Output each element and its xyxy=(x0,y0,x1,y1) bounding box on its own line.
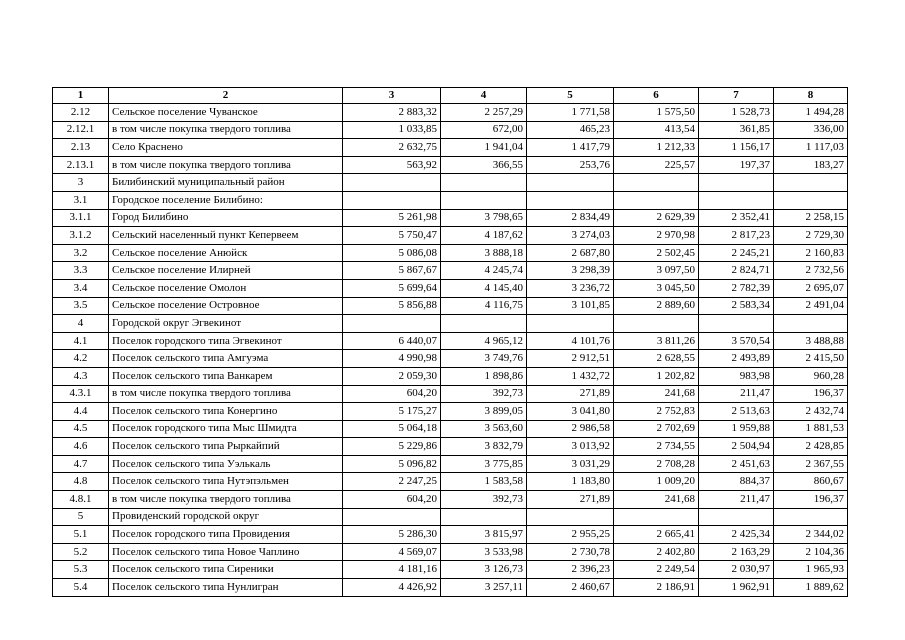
row-name-cell: Провиденский городской округ xyxy=(109,508,343,526)
row-number-cell: 3.1.2 xyxy=(53,227,109,245)
value-cell: 4 101,76 xyxy=(527,332,614,350)
value-cell: 392,73 xyxy=(441,385,527,403)
value-cell: 2 665,41 xyxy=(614,526,699,544)
row-name-cell: Поселок сельского типа Уэлькаль xyxy=(109,455,343,473)
value-cell: 3 533,98 xyxy=(441,543,527,561)
value-cell xyxy=(441,508,527,526)
value-cell: 2 834,49 xyxy=(527,209,614,227)
value-cell: 2 817,23 xyxy=(699,227,774,245)
row-number-cell: 4.2 xyxy=(53,350,109,368)
table-row xyxy=(53,139,848,157)
row-number-cell: 4.3.1 xyxy=(53,385,109,403)
value-cell: 1 494,28 xyxy=(774,104,848,122)
row-name-cell: Поселок городского типа Провидения xyxy=(109,526,343,544)
row-name-cell: Поселок сельского типа Рыркайпий xyxy=(109,438,343,456)
row-name-cell: Билибинский муниципальный район xyxy=(109,174,343,192)
row-name-cell: в том числе покупка твердого топлива xyxy=(109,121,343,139)
table-row xyxy=(53,385,848,403)
value-cell: 2 702,69 xyxy=(614,420,699,438)
table-row xyxy=(53,491,848,509)
row-number-cell: 4.5 xyxy=(53,420,109,438)
value-cell: 3 126,73 xyxy=(441,561,527,579)
tariff-table xyxy=(52,87,848,597)
value-cell: 2 632,75 xyxy=(343,139,441,157)
value-cell: 6 440,07 xyxy=(343,332,441,350)
value-cell: 2 451,63 xyxy=(699,455,774,473)
value-cell: 3 899,05 xyxy=(441,403,527,421)
row-name-cell: Поселок городского типа Эгвекинот xyxy=(109,332,343,350)
value-cell: 1 156,17 xyxy=(699,139,774,157)
value-cell: 1 033,85 xyxy=(343,121,441,139)
value-cell: 3 815,97 xyxy=(441,526,527,544)
table-row xyxy=(53,174,848,192)
value-cell: 392,73 xyxy=(441,491,527,509)
row-number-cell: 4.7 xyxy=(53,455,109,473)
table-row xyxy=(53,526,848,544)
table-row xyxy=(53,244,848,262)
value-cell: 1 583,58 xyxy=(441,473,527,491)
table-row xyxy=(53,262,848,280)
row-number-cell: 4 xyxy=(53,315,109,333)
column-header: 7 xyxy=(699,88,774,104)
table-row xyxy=(53,156,848,174)
value-cell: 196,37 xyxy=(774,491,848,509)
value-cell: 5 175,27 xyxy=(343,403,441,421)
value-cell: 241,68 xyxy=(614,385,699,403)
value-cell: 2 628,55 xyxy=(614,350,699,368)
row-number-cell: 4.4 xyxy=(53,403,109,421)
value-cell: 2 163,29 xyxy=(699,543,774,561)
value-cell xyxy=(343,508,441,526)
row-name-cell: Город Билибино xyxy=(109,209,343,227)
table-row xyxy=(53,561,848,579)
value-cell: 2 030,97 xyxy=(699,561,774,579)
value-cell: 2 912,51 xyxy=(527,350,614,368)
value-cell: 465,23 xyxy=(527,121,614,139)
value-cell: 225,57 xyxy=(614,156,699,174)
value-cell: 2 493,89 xyxy=(699,350,774,368)
value-cell: 2 491,04 xyxy=(774,297,848,315)
value-cell: 2 504,94 xyxy=(699,438,774,456)
row-number-cell: 3.3 xyxy=(53,262,109,280)
value-cell: 3 045,50 xyxy=(614,279,699,297)
row-number-cell: 3.2 xyxy=(53,244,109,262)
value-cell: 211,47 xyxy=(699,491,774,509)
value-cell: 2 729,30 xyxy=(774,227,848,245)
row-name-cell: Городской округ Эгвекинот xyxy=(109,315,343,333)
value-cell: 4 965,12 xyxy=(441,332,527,350)
value-cell: 3 775,85 xyxy=(441,455,527,473)
value-cell: 183,27 xyxy=(774,156,848,174)
row-number-cell: 3.4 xyxy=(53,279,109,297)
value-cell xyxy=(774,174,848,192)
value-cell: 3 798,65 xyxy=(441,209,527,227)
value-cell: 211,47 xyxy=(699,385,774,403)
value-cell: 2 186,91 xyxy=(614,579,699,597)
table-row xyxy=(53,191,848,209)
value-cell xyxy=(614,191,699,209)
value-cell: 3 832,79 xyxy=(441,438,527,456)
row-name-cell: Поселок сельского типа Конергино xyxy=(109,403,343,421)
table-row xyxy=(53,420,848,438)
value-cell: 2 257,29 xyxy=(441,104,527,122)
value-cell: 2 687,80 xyxy=(527,244,614,262)
value-cell xyxy=(527,315,614,333)
value-cell: 2 889,60 xyxy=(614,297,699,315)
table-row xyxy=(53,209,848,227)
value-cell xyxy=(774,508,848,526)
value-cell: 1 881,53 xyxy=(774,420,848,438)
table-row xyxy=(53,279,848,297)
value-cell: 2 432,74 xyxy=(774,403,848,421)
value-cell: 672,00 xyxy=(441,121,527,139)
value-cell: 2 367,55 xyxy=(774,455,848,473)
table-row xyxy=(53,104,848,122)
value-cell: 2 955,25 xyxy=(527,526,614,544)
row-name-cell: Поселок сельского типа Ванкарем xyxy=(109,367,343,385)
value-cell: 563,92 xyxy=(343,156,441,174)
value-cell xyxy=(527,508,614,526)
value-cell: 2 059,30 xyxy=(343,367,441,385)
table-body xyxy=(53,104,848,597)
value-cell: 1 117,03 xyxy=(774,139,848,157)
value-cell: 3 031,29 xyxy=(527,455,614,473)
row-number-cell: 3.1 xyxy=(53,191,109,209)
row-name-cell: в том числе покупка твердого топлива xyxy=(109,491,343,509)
column-header: 8 xyxy=(774,88,848,104)
row-number-cell: 3.5 xyxy=(53,297,109,315)
value-cell: 2 396,23 xyxy=(527,561,614,579)
value-cell: 1 212,33 xyxy=(614,139,699,157)
row-name-cell: Поселок сельского типа Амгуэма xyxy=(109,350,343,368)
value-cell: 2 247,25 xyxy=(343,473,441,491)
row-number-cell: 4.6 xyxy=(53,438,109,456)
table-row xyxy=(53,543,848,561)
value-cell: 3 274,03 xyxy=(527,227,614,245)
column-header: 6 xyxy=(614,88,699,104)
value-cell: 2 583,34 xyxy=(699,297,774,315)
table-row xyxy=(53,403,848,421)
value-cell: 4 181,16 xyxy=(343,561,441,579)
row-name-cell: Село Краснено xyxy=(109,139,343,157)
row-name-cell: Поселок сельского типа Нунлигран xyxy=(109,579,343,597)
value-cell: 2 629,39 xyxy=(614,209,699,227)
value-cell xyxy=(441,315,527,333)
value-cell xyxy=(774,315,848,333)
value-cell xyxy=(699,508,774,526)
value-cell: 2 258,15 xyxy=(774,209,848,227)
value-cell: 2 752,83 xyxy=(614,403,699,421)
row-name-cell: Городское поселение Билибино: xyxy=(109,191,343,209)
row-number-cell: 4.1 xyxy=(53,332,109,350)
value-cell: 983,98 xyxy=(699,367,774,385)
table-row xyxy=(53,350,848,368)
value-cell xyxy=(614,174,699,192)
table-header-row xyxy=(53,88,848,104)
value-cell: 4 145,40 xyxy=(441,279,527,297)
table-row xyxy=(53,121,848,139)
row-name-cell: Поселок сельского типа Сиреники xyxy=(109,561,343,579)
value-cell: 2 708,28 xyxy=(614,455,699,473)
value-cell: 253,76 xyxy=(527,156,614,174)
value-cell: 5 086,08 xyxy=(343,244,441,262)
row-number-cell: 2.13 xyxy=(53,139,109,157)
value-cell: 2 986,58 xyxy=(527,420,614,438)
table-row xyxy=(53,332,848,350)
value-cell: 241,68 xyxy=(614,491,699,509)
column-header: 3 xyxy=(343,88,441,104)
value-cell: 3 101,85 xyxy=(527,297,614,315)
value-cell: 366,55 xyxy=(441,156,527,174)
value-cell: 3 041,80 xyxy=(527,403,614,421)
value-cell: 2 428,85 xyxy=(774,438,848,456)
value-cell: 604,20 xyxy=(343,491,441,509)
row-name-cell: Поселок сельского типа Новое Чаплино xyxy=(109,543,343,561)
value-cell: 860,67 xyxy=(774,473,848,491)
value-cell: 2 502,45 xyxy=(614,244,699,262)
value-cell: 5 699,64 xyxy=(343,279,441,297)
table-row xyxy=(53,455,848,473)
value-cell xyxy=(343,315,441,333)
value-cell: 2 460,67 xyxy=(527,579,614,597)
value-cell xyxy=(527,191,614,209)
value-cell: 5 261,98 xyxy=(343,209,441,227)
value-cell: 4 116,75 xyxy=(441,297,527,315)
row-number-cell: 5.2 xyxy=(53,543,109,561)
value-cell: 2 402,80 xyxy=(614,543,699,561)
value-cell xyxy=(343,191,441,209)
value-cell: 271,89 xyxy=(527,491,614,509)
row-number-cell: 5.3 xyxy=(53,561,109,579)
row-number-cell: 2.12.1 xyxy=(53,121,109,139)
row-number-cell: 3 xyxy=(53,174,109,192)
value-cell: 2 160,83 xyxy=(774,244,848,262)
value-cell: 1 202,82 xyxy=(614,367,699,385)
table-row xyxy=(53,473,848,491)
value-cell: 4 426,92 xyxy=(343,579,441,597)
value-cell: 3 097,50 xyxy=(614,262,699,280)
value-cell xyxy=(614,315,699,333)
row-number-cell: 2.13.1 xyxy=(53,156,109,174)
table-row xyxy=(53,297,848,315)
value-cell: 2 245,21 xyxy=(699,244,774,262)
value-cell: 3 298,39 xyxy=(527,262,614,280)
value-cell xyxy=(441,191,527,209)
table-row xyxy=(53,315,848,333)
value-cell: 2 249,54 xyxy=(614,561,699,579)
value-cell: 5 856,88 xyxy=(343,297,441,315)
row-name-cell: Сельское поселение Анюйск xyxy=(109,244,343,262)
column-header: 5 xyxy=(527,88,614,104)
value-cell: 3 257,11 xyxy=(441,579,527,597)
row-name-cell: Поселок сельского типа Нутэпэльмен xyxy=(109,473,343,491)
value-cell: 3 811,26 xyxy=(614,332,699,350)
value-cell: 960,28 xyxy=(774,367,848,385)
value-cell xyxy=(774,191,848,209)
value-cell: 2 352,41 xyxy=(699,209,774,227)
value-cell: 3 013,92 xyxy=(527,438,614,456)
value-cell: 2 732,56 xyxy=(774,262,848,280)
column-header: 2 xyxy=(109,88,343,104)
value-cell: 413,54 xyxy=(614,121,699,139)
value-cell: 2 344,02 xyxy=(774,526,848,544)
value-cell: 1 962,91 xyxy=(699,579,774,597)
value-cell: 1 965,93 xyxy=(774,561,848,579)
value-cell: 1 889,62 xyxy=(774,579,848,597)
value-cell: 3 488,88 xyxy=(774,332,848,350)
value-cell: 884,37 xyxy=(699,473,774,491)
value-cell: 1 528,73 xyxy=(699,104,774,122)
value-cell: 2 425,34 xyxy=(699,526,774,544)
row-number-cell: 4.8.1 xyxy=(53,491,109,509)
value-cell: 336,00 xyxy=(774,121,848,139)
table-row xyxy=(53,438,848,456)
value-cell: 1 959,88 xyxy=(699,420,774,438)
value-cell xyxy=(527,174,614,192)
value-cell: 2 730,78 xyxy=(527,543,614,561)
value-cell: 1 941,04 xyxy=(441,139,527,157)
value-cell: 3 563,60 xyxy=(441,420,527,438)
row-name-cell: в том числе покупка твердого топлива xyxy=(109,156,343,174)
value-cell: 1 771,58 xyxy=(527,104,614,122)
value-cell: 2 970,98 xyxy=(614,227,699,245)
row-number-cell: 5.1 xyxy=(53,526,109,544)
value-cell: 2 513,63 xyxy=(699,403,774,421)
row-number-cell: 3.1.1 xyxy=(53,209,109,227)
value-cell: 4 990,98 xyxy=(343,350,441,368)
value-cell xyxy=(614,508,699,526)
value-cell: 3 888,18 xyxy=(441,244,527,262)
row-name-cell: Сельский населенный пункт Кепервеем xyxy=(109,227,343,245)
value-cell: 4 245,74 xyxy=(441,262,527,280)
value-cell: 5 286,30 xyxy=(343,526,441,544)
value-cell: 5 064,18 xyxy=(343,420,441,438)
row-number-cell: 2.12 xyxy=(53,104,109,122)
value-cell: 1 009,20 xyxy=(614,473,699,491)
value-cell: 2 104,36 xyxy=(774,543,848,561)
value-cell xyxy=(343,174,441,192)
column-header: 4 xyxy=(441,88,527,104)
value-cell: 5 096,82 xyxy=(343,455,441,473)
row-name-cell: Сельское поселение Илирней xyxy=(109,262,343,280)
value-cell: 3 236,72 xyxy=(527,279,614,297)
row-name-cell: Сельское поселение Островное xyxy=(109,297,343,315)
value-cell: 2 415,50 xyxy=(774,350,848,368)
value-cell: 5 750,47 xyxy=(343,227,441,245)
value-cell: 5 229,86 xyxy=(343,438,441,456)
value-cell: 3 570,54 xyxy=(699,332,774,350)
value-cell: 361,85 xyxy=(699,121,774,139)
value-cell: 2 883,32 xyxy=(343,104,441,122)
row-number-cell: 4.3 xyxy=(53,367,109,385)
value-cell xyxy=(699,315,774,333)
value-cell: 1 575,50 xyxy=(614,104,699,122)
value-cell xyxy=(441,174,527,192)
row-name-cell: Сельское поселение Чуванское xyxy=(109,104,343,122)
value-cell xyxy=(699,191,774,209)
row-name-cell: Сельское поселение Омолон xyxy=(109,279,343,297)
value-cell: 1 417,79 xyxy=(527,139,614,157)
table-row xyxy=(53,579,848,597)
value-cell: 196,37 xyxy=(774,385,848,403)
value-cell: 271,89 xyxy=(527,385,614,403)
table-row xyxy=(53,367,848,385)
table-row xyxy=(53,227,848,245)
value-cell: 604,20 xyxy=(343,385,441,403)
value-cell: 2 782,39 xyxy=(699,279,774,297)
value-cell: 1 432,72 xyxy=(527,367,614,385)
value-cell: 1 898,86 xyxy=(441,367,527,385)
value-cell: 3 749,76 xyxy=(441,350,527,368)
value-cell: 1 183,80 xyxy=(527,473,614,491)
value-cell: 4 569,07 xyxy=(343,543,441,561)
row-number-cell: 5 xyxy=(53,508,109,526)
value-cell xyxy=(699,174,774,192)
value-cell: 2 695,07 xyxy=(774,279,848,297)
value-cell: 5 867,67 xyxy=(343,262,441,280)
value-cell: 2 824,71 xyxy=(699,262,774,280)
value-cell: 4 187,62 xyxy=(441,227,527,245)
value-cell: 2 734,55 xyxy=(614,438,699,456)
row-number-cell: 5.4 xyxy=(53,579,109,597)
row-name-cell: Поселок городского типа Мыс Шмидта xyxy=(109,420,343,438)
row-name-cell: в том числе покупка твердого топлива xyxy=(109,385,343,403)
table-row xyxy=(53,508,848,526)
column-header: 1 xyxy=(53,88,109,104)
value-cell: 197,37 xyxy=(699,156,774,174)
row-number-cell: 4.8 xyxy=(53,473,109,491)
